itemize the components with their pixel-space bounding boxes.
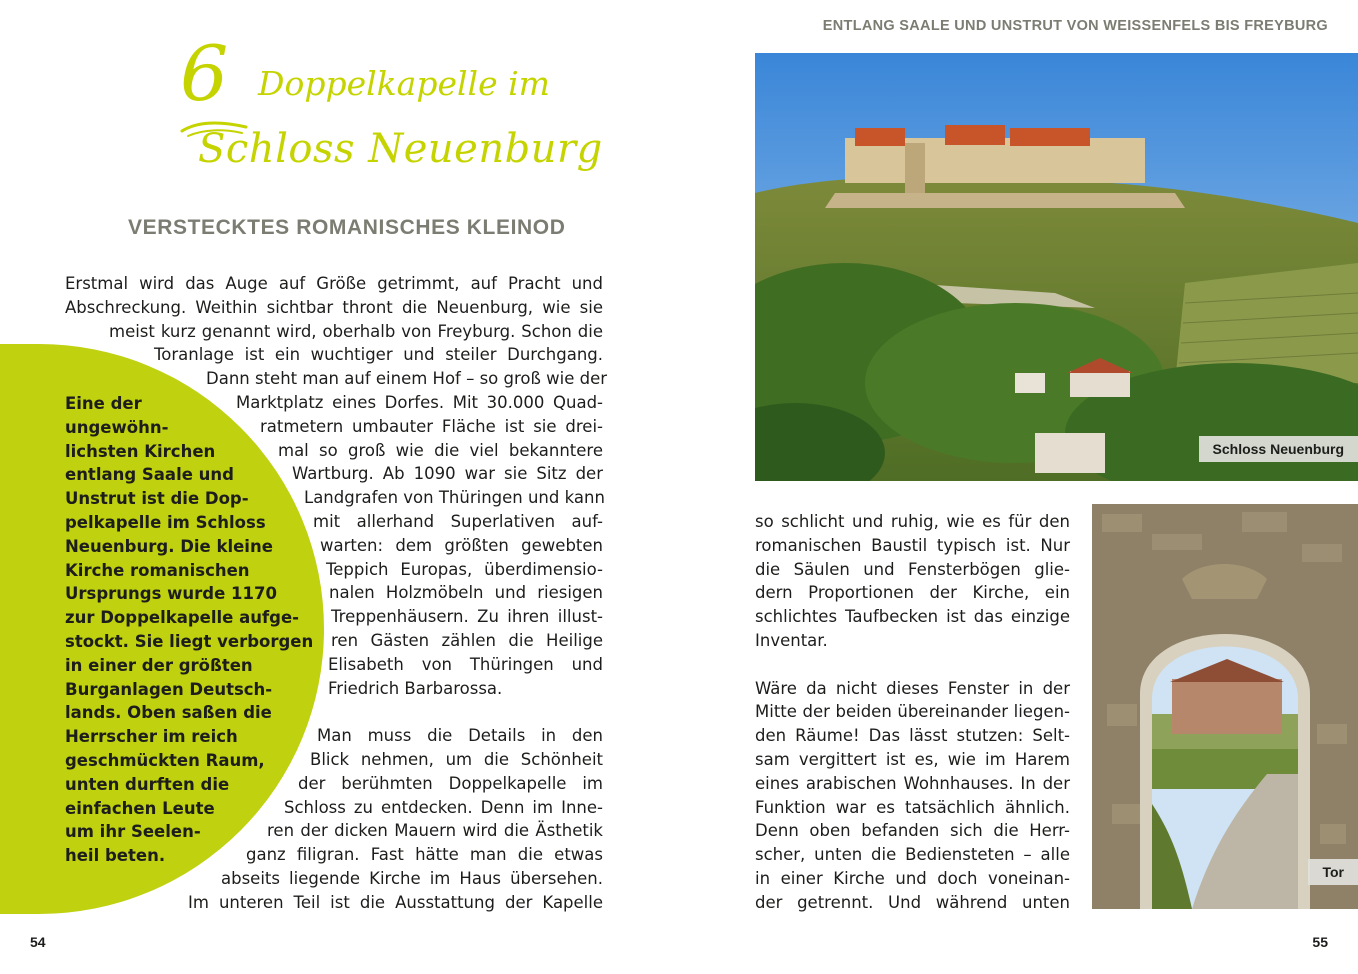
photo-caption: Schloss Neuenburg [1199, 436, 1358, 462]
body-line: ren der dicken Mauern wird die Ästhetik [267, 821, 603, 841]
page-title-line1: Doppelkapelle im [258, 64, 550, 103]
body-text-column [755, 510, 1070, 915]
callout-line: um ihr Seelen- [65, 822, 201, 842]
body-line: Mitte der beiden übereinander liegen- [755, 702, 1070, 722]
callout-line: stockt. Sie liegt verborgen [65, 631, 314, 651]
body-line: Treppenhäusern. Zu ihren illust- [331, 607, 603, 627]
callout-line: unten durften die [65, 774, 230, 794]
callout-line: geschmückten Raum, [65, 750, 265, 770]
body-line: der getrennt. Und während unten [755, 892, 1070, 912]
body-line: Denn oben befanden sich die Herr- [755, 821, 1070, 841]
page-title-line2: Schloss Neuenburg [198, 126, 603, 172]
callout-line: Kirche romanischen [65, 560, 250, 580]
body-line: schlichtes Taufbecken ist das einzige [755, 607, 1070, 627]
body-line: Abschreckung. Weithin sichtbar thront die Neuenburg, wie sie [65, 297, 603, 317]
callout-line: Herrscher im reich [65, 727, 238, 747]
gate-illustration [1092, 504, 1358, 909]
body-line: sam vergittert ist es, wie im Harem [755, 749, 1070, 769]
body-line: mit allerhand Superlativen auf- [313, 511, 603, 531]
page-number-right: 55 [1312, 934, 1328, 950]
body-line: Dann steht man auf einem Hof – so groß wie der [206, 369, 608, 389]
body-line: eines arabischen Wohnhauses. In der [755, 773, 1070, 793]
body-line: mal so groß wie die viel bekanntere [278, 440, 603, 460]
body-line: ratmetern umbauter Fläche ist sie drei- [260, 416, 603, 436]
callout-line: entlang Saale und [65, 465, 234, 485]
body-line: ren Gästen zählen die Heilige [331, 630, 603, 650]
chapter-number: 6 [180, 29, 229, 118]
callout-line: Ursprungs wurde 1170 [65, 584, 277, 604]
body-line: warten: dem größten gewebten [320, 535, 603, 555]
body-line: romanischen Baustil typisch ist. Nur [755, 535, 1070, 555]
body-line: Toranlage ist ein wuchtiger und steiler Durchgang. [154, 345, 603, 365]
body-line: meist kurz genannt wird, oberhalb von Freyburg. Schon die [109, 321, 603, 341]
callout-line: einfachen Leute [65, 798, 215, 818]
body-line: Im unteren Teil ist die Ausstattung der Kapelle [188, 892, 603, 912]
body-line: Marktplatz eines Dorfes. Mit 30.000 Quad- [236, 392, 603, 412]
callout-line: ungewöhn- [65, 417, 169, 437]
gate-photo [1092, 504, 1358, 909]
body-line: der berühmten Doppelkapelle im [298, 773, 603, 793]
running-head: ENTLANG SAALE UND UNSTRUT VON WEISSENFELS BIS FREYBURG [822, 18, 1328, 34]
body-line: so schlicht und ruhig, wie es für den [755, 512, 1070, 531]
callout-line: pelkapelle im Schloss [65, 512, 266, 532]
callout-line: zur Doppelkapelle aufge- [65, 608, 299, 628]
body-line: Blick nehmen, um die Schönheit [310, 749, 603, 769]
body-line: Wäre da nicht dieses Fenster in der [755, 678, 1070, 698]
body-line: Funktion war es tatsächlich ähnlich. [755, 797, 1070, 817]
body-line: nalen Holzmöbeln und riesigen [329, 583, 603, 603]
body-line: Teppich Europas, überdimensio- [326, 559, 603, 579]
body-line: Wartburg. Ab 1090 war sie Sitz der [292, 464, 603, 484]
body-line: Elisabeth von Thüringen und [328, 654, 603, 674]
body-line: den Räume! Das lässt stutzen: Selt- [755, 726, 1070, 746]
callout-line: Burganlagen Deutsch- [65, 679, 273, 699]
body-line: Landgrafen von Thüringen und kann [304, 488, 605, 508]
callout-line: in einer der größten [65, 655, 253, 675]
photo-caption: Tor [1308, 859, 1358, 885]
castle-photo [755, 53, 1358, 481]
body-line: dern Proportionen der Kirche, ein [755, 583, 1070, 603]
section-subtitle: VERSTECKTES ROMANISCHES KLEINOD [128, 216, 566, 239]
castle-landscape-illustration [755, 53, 1358, 481]
callout-line: Unstrut ist die Dop- [65, 489, 249, 509]
body-line: scher, unten die Bediensteten – alle [755, 845, 1070, 865]
callout-line: Neuenburg. Die kleine [65, 536, 273, 556]
body-line: in einer Kirche und doch voneinan- [755, 868, 1070, 888]
body-text-column [0, 272, 608, 915]
body-line: abseits liegende Kirche im Haus übersehen. [221, 868, 603, 888]
callout-line: Eine der [65, 394, 142, 413]
body-line: Inventar. [755, 630, 828, 650]
body-line: Friedrich Barbarossa. [328, 678, 503, 698]
callout-line: heil beten. [65, 846, 166, 866]
body-line: ganz filigran. Fast hätte man die etwas [246, 845, 603, 865]
right-page [679, 0, 1358, 974]
callout-line: lichsten Kirchen [65, 441, 216, 461]
body-line: Schloss zu entdecken. Denn im Inne- [284, 797, 603, 817]
page-number-left: 54 [30, 934, 46, 950]
body-line: Man muss die Details in den [317, 726, 603, 746]
body-line: Erstmal wird das Auge auf Größe getrimmt, auf Pracht und [65, 274, 603, 293]
callout-line: lands. Oben saßen die [65, 703, 272, 723]
body-line: die Säulen und Fensterbögen glie- [755, 559, 1070, 579]
